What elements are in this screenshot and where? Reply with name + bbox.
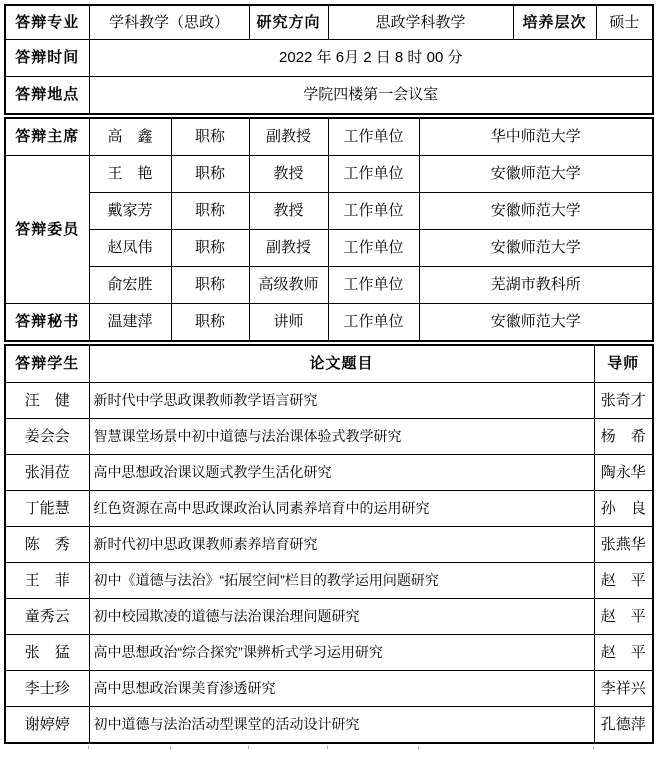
thesis-title: 高中思想政治“综合探究”课辨析式学习运用研究 bbox=[89, 635, 594, 671]
supervisor-name: 孔德萍 bbox=[594, 707, 653, 744]
research-direction-label: 研究方向 bbox=[249, 5, 328, 40]
defense-time-label: 答辩时间 bbox=[5, 40, 89, 77]
thesis-title: 新时代中学思政课教师教学语言研究 bbox=[89, 383, 594, 419]
table-row bbox=[5, 5, 653, 40]
table-row bbox=[5, 40, 653, 77]
unit-label: 工作单位 bbox=[328, 230, 419, 267]
defense-major-value: 学科教学（思政） bbox=[89, 5, 249, 40]
member-name: 戴家芳 bbox=[89, 193, 171, 230]
student-column-header: 答辩学生 bbox=[5, 345, 89, 383]
member-name: 赵凤伟 bbox=[89, 230, 171, 267]
thesis-title: 高中思想政治课议题式教学生活化研究 bbox=[89, 455, 594, 491]
table-row bbox=[5, 599, 653, 635]
member-name: 温建萍 bbox=[89, 304, 171, 342]
supervisor-name: 张奇才 bbox=[594, 383, 653, 419]
table-row bbox=[5, 383, 653, 419]
table-row bbox=[5, 193, 653, 230]
table-row bbox=[5, 563, 653, 599]
member-title: 副教授 bbox=[249, 118, 328, 156]
training-level-label: 培养层次 bbox=[513, 5, 596, 40]
table-header-row bbox=[5, 345, 653, 383]
title-label: 职称 bbox=[171, 156, 249, 193]
member-unit: 安徽师范大学 bbox=[419, 156, 653, 193]
member-unit: 华中师范大学 bbox=[419, 118, 653, 156]
unit-label: 工作单位 bbox=[328, 193, 419, 230]
thesis-title: 初中道德与法治活动型课堂的活动设计研究 bbox=[89, 707, 594, 744]
title-label: 职称 bbox=[171, 118, 249, 156]
member-title: 高级教师 bbox=[249, 267, 328, 304]
training-level-value: 硕士 bbox=[596, 5, 653, 40]
student-name: 李士珍 bbox=[5, 671, 89, 707]
member-title: 教授 bbox=[249, 193, 328, 230]
title-label: 职称 bbox=[171, 304, 249, 342]
student-name: 王 菲 bbox=[5, 563, 89, 599]
table-row bbox=[5, 455, 653, 491]
table-row bbox=[5, 304, 653, 342]
unit-label: 工作单位 bbox=[328, 118, 419, 156]
thesis-title: 初中校园欺凌的道德与法治课治理问题研究 bbox=[89, 599, 594, 635]
title-label: 职称 bbox=[171, 267, 249, 304]
supervisor-name: 杨 希 bbox=[594, 419, 653, 455]
student-name: 丁能慧 bbox=[5, 491, 89, 527]
member-unit: 芜湖市教科所 bbox=[419, 267, 653, 304]
table-row bbox=[5, 118, 653, 156]
unit-label: 工作单位 bbox=[328, 267, 419, 304]
table-row bbox=[5, 156, 653, 193]
unit-label: 工作单位 bbox=[328, 156, 419, 193]
committee-table bbox=[4, 117, 654, 342]
member-title: 教授 bbox=[249, 156, 328, 193]
unit-label: 工作单位 bbox=[328, 304, 419, 342]
table-row bbox=[5, 707, 653, 744]
student-name: 陈 秀 bbox=[5, 527, 89, 563]
thesis-title: 高中思想政治课美育渗透研究 bbox=[89, 671, 594, 707]
supervisor-name: 陶永华 bbox=[594, 455, 653, 491]
defense-major-label: 答辩专业 bbox=[5, 5, 89, 40]
member-title: 副教授 bbox=[249, 230, 328, 267]
table-row bbox=[5, 635, 653, 671]
supervisor-name: 李祥兴 bbox=[594, 671, 653, 707]
table-row bbox=[5, 491, 653, 527]
member-title: 讲师 bbox=[249, 304, 328, 342]
supervisor-name: 赵 平 bbox=[594, 635, 653, 671]
students-table bbox=[4, 344, 654, 744]
student-name: 汪 健 bbox=[5, 383, 89, 419]
defense-time-value: 2022 年 6月 2 日 8 时 00 分 bbox=[89, 40, 653, 77]
student-name: 张涓莅 bbox=[5, 455, 89, 491]
member-unit: 安徽师范大学 bbox=[419, 304, 653, 342]
thesis-column-header: 论文题目 bbox=[89, 345, 594, 383]
research-direction-value: 思政学科教学 bbox=[328, 5, 513, 40]
table-row bbox=[5, 419, 653, 455]
member-unit: 安徽师范大学 bbox=[419, 193, 653, 230]
member-name: 高 鑫 bbox=[89, 118, 171, 156]
secretary-role-label: 答辩秘书 bbox=[5, 304, 89, 342]
supervisor-name: 孙 良 bbox=[594, 491, 653, 527]
thesis-title: 初中《道德与法治》“拓展空间”栏目的教学运用问题研究 bbox=[89, 563, 594, 599]
title-label: 职称 bbox=[171, 193, 249, 230]
chair-role-label: 答辩主席 bbox=[5, 118, 89, 156]
supervisor-column-header: 导师 bbox=[594, 345, 653, 383]
clipped-next-row-ticks bbox=[4, 746, 652, 749]
member-name: 王 艳 bbox=[89, 156, 171, 193]
thesis-title: 智慧课堂场景中初中道德与法治课体验式教学研究 bbox=[89, 419, 594, 455]
table-row bbox=[5, 671, 653, 707]
member-name: 俞宏胜 bbox=[89, 267, 171, 304]
table-row bbox=[5, 527, 653, 563]
supervisor-name: 赵 平 bbox=[594, 563, 653, 599]
defense-location-value: 学院四楼第一会议室 bbox=[89, 77, 653, 115]
supervisor-name: 张燕华 bbox=[594, 527, 653, 563]
table-row bbox=[5, 267, 653, 304]
table-row bbox=[5, 77, 653, 115]
supervisor-name: 赵 平 bbox=[594, 599, 653, 635]
thesis-title: 红色资源在高中思政课政治认同素养培育中的运用研究 bbox=[89, 491, 594, 527]
defense-info-table bbox=[4, 4, 654, 115]
defense-location-label: 答辩地点 bbox=[5, 77, 89, 115]
table-row bbox=[5, 230, 653, 267]
member-role-label: 答辩委员 bbox=[5, 156, 89, 304]
member-unit: 安徽师范大学 bbox=[419, 230, 653, 267]
student-name: 谢婷婷 bbox=[5, 707, 89, 744]
student-name: 姜会会 bbox=[5, 419, 89, 455]
thesis-title: 新时代初中思政课教师素养培育研究 bbox=[89, 527, 594, 563]
student-name: 童秀云 bbox=[5, 599, 89, 635]
student-name: 张 猛 bbox=[5, 635, 89, 671]
title-label: 职称 bbox=[171, 230, 249, 267]
